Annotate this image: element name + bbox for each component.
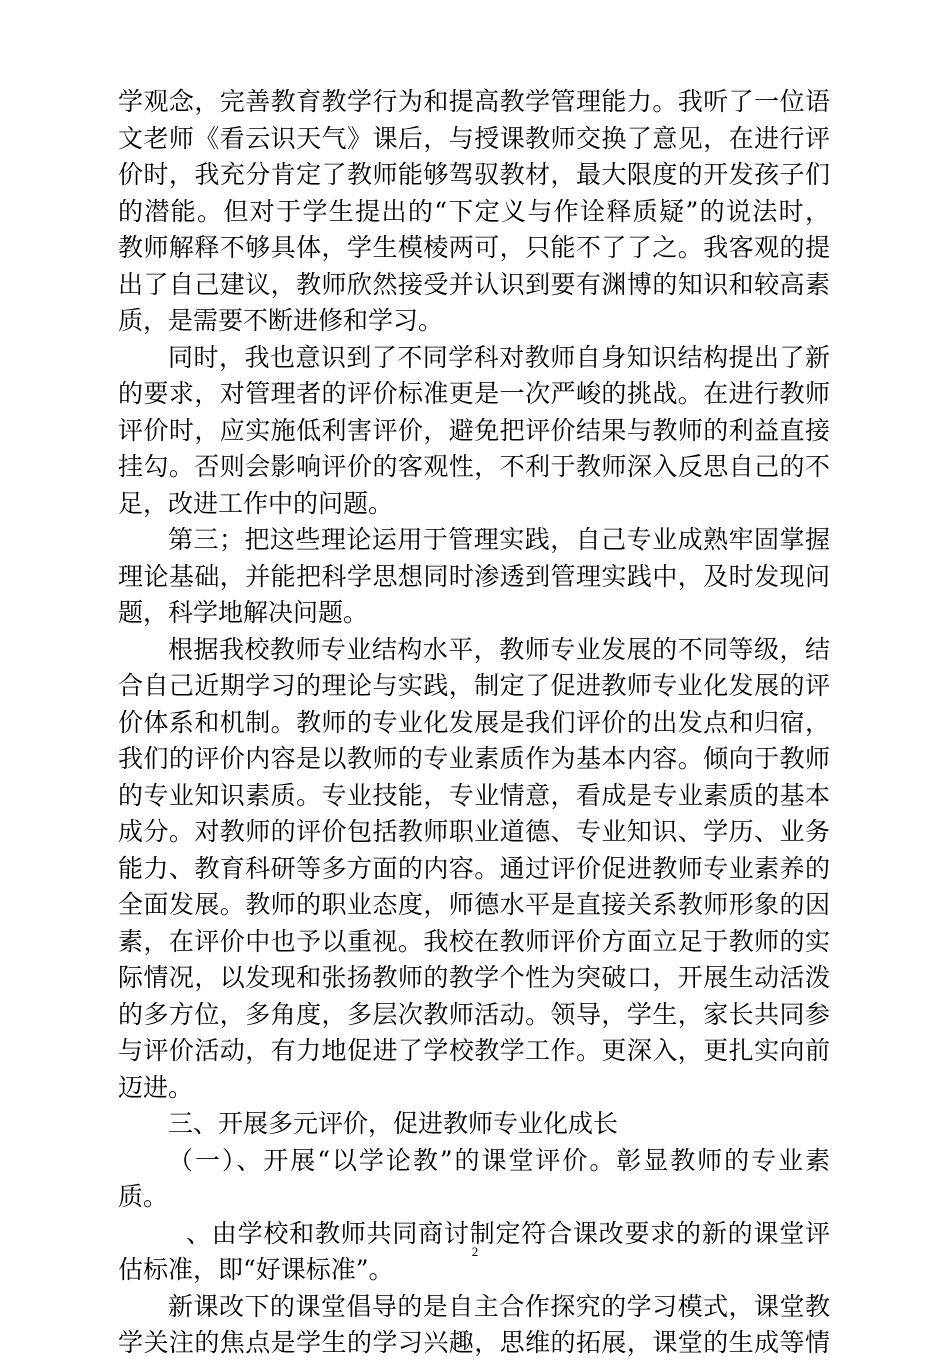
text-line: 的多方位，多角度，多层次教师活动。领导，学生，家长共同参 [118,999,830,1029]
text-line: 能力、教育科研等多方面的内容。通过评价促进教师专业素养的 [118,853,830,883]
text-line: 同时，我也意识到了不同学科对教师自身知识结构提出了新 [168,342,830,372]
text-line: 学观念，完善教育教学行为和提高教学管理能力。我听了一位语 [118,87,830,116]
text-line: 的专业知识素质。专业技能，专业情意，看成是专业素质的基本 [118,780,830,810]
text-line: 质。 [118,1182,169,1211]
text-line: 理论基础，并能把科学思想同时渗透到管理实践中，及时发现问 [118,561,830,591]
text-line: 我们的评价内容是以教师的专业素质作为基本内容。倾向于教师 [118,744,830,773]
text-line: 文老师《看云识天气》课后，与授课教师交换了意见，在进行评 [118,123,830,153]
text-line: 评价时，应实施低利害评价，避免把评价结果与教师的利益直接 [118,415,830,445]
text-line: 的潜能。但对于学生提出的“下定义与作诠释质疑”的说法时， [118,196,830,226]
text-line: 与评价活动，有力地促进了学校教学工作。更深入，更扎实向前 [118,1036,830,1065]
text-line: 足，改进工作中的问题。 [118,488,394,518]
text-line: 出了自己建议，教师欣然接受并认识到要有渊博的知识和较高素 [118,269,830,299]
text-line: 价时，我充分肯定了教师能够驾驭教材，最大限度的开发孩子们 [118,160,830,189]
text-line: 挂勾。否则会影响评价的客观性，不利于教师深入反思自己的不 [118,452,830,481]
text-line: 的要求，对管理者的评价标准更是一次严峻的挑战。在进行教师 [118,379,830,408]
text-line: 际情况，以发现和张扬教师的教学个性为突破口，开展生动活泼 [118,963,830,992]
text-line: 成分。对教师的评价包括教师职业道德、专业知识、学历、业务 [118,817,830,846]
text-line: 素，在评价中也予以重视。我校在教师评价方面立足于教师的实 [118,926,830,956]
text-line: 学关注的焦点是学生的学习兴趣，思维的拓展，课堂的生成等情 [118,1328,830,1357]
text-line: 合自己近期学习的理论与实践，制定了促进教师专业化发展的评 [118,671,830,700]
body-text [118,84,830,1362]
text-line: 第三；把这些理论运用于管理实践，自己专业成熟牢固掌握 [168,525,830,554]
text-line: （一）、开展“以学论教”的课堂评价。彰显教师的专业素 [168,1145,830,1175]
text-line: 迈进。 [118,1072,194,1102]
text-line: 根据我校教师专业结构水平，教师专业发展的不同等级，结 [168,634,830,664]
text-line: 价体系和机制。教师的专业化发展是我们评价的出发点和归宿， [118,707,830,737]
text-line: 新课改下的课堂倡导的是自主合作探究的学习模式，课堂教 [168,1291,830,1321]
text-line: 、由学校和教师共同商讨制定符合课改要求的新的课堂评 [186,1218,830,1248]
text-line: 估标准，即“好课标准”。 [118,1255,394,1284]
text-line: 教师解释不够具体，学生模棱两可，只能不了了之。我客观的提 [118,233,830,262]
text-line: 全面发展。教师的职业态度，师德水平是直接关系教师形象的因 [118,890,830,919]
text-line: 题，科学地解决问题。 [118,598,369,627]
text-line: 三、开展多元评价，促进教师专业化成长 [168,1109,619,1138]
page-number: 2 [471,1244,479,1259]
text-line: 质，是需要不断进修和学习。 [118,306,444,335]
